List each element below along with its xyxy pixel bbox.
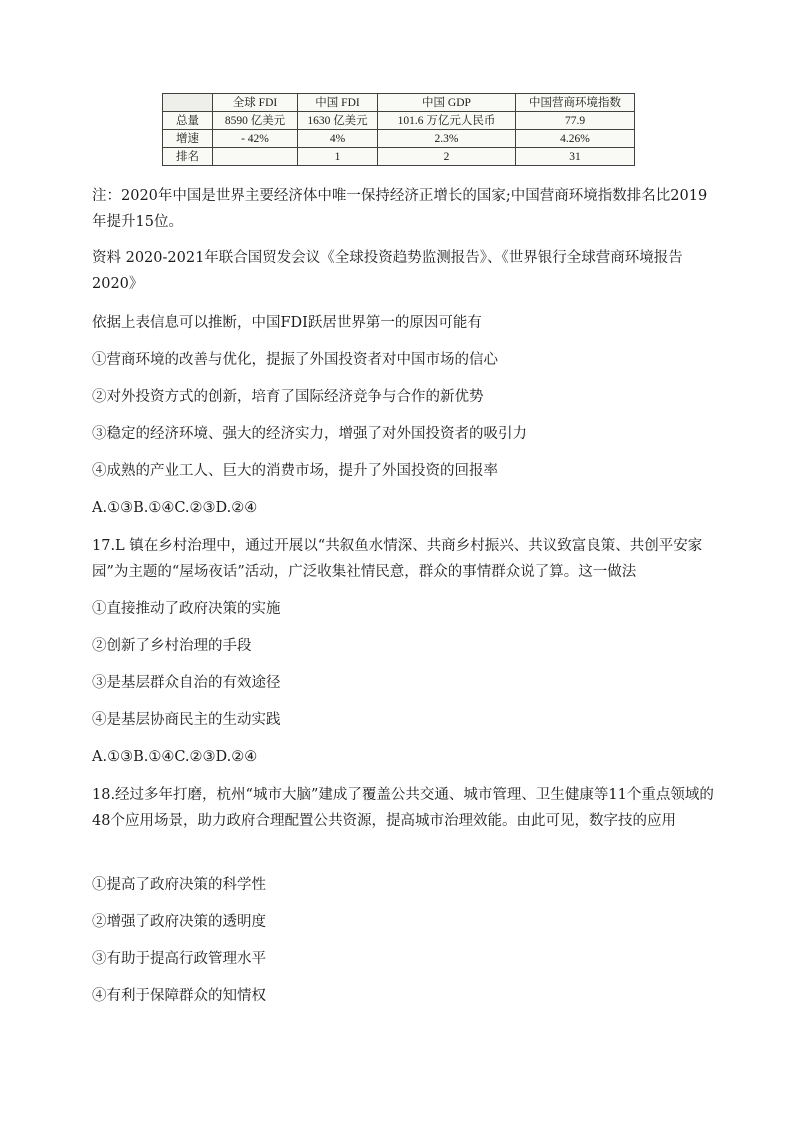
- q17-option-2: ②创新了乡村治理的手段: [92, 638, 252, 654]
- table-row: [163, 130, 635, 148]
- q18-option-4: ④有利于保障群众的知情权: [92, 988, 266, 1004]
- table-row-label: 增速: [163, 130, 213, 148]
- table-cell: 4%: [298, 130, 378, 148]
- table-cell: 8590 亿美元: [213, 112, 298, 130]
- table-cell: 1630 亿美元: [298, 112, 378, 130]
- q18-option-1: ①提高了政府决策的科学性: [92, 877, 266, 893]
- table-cell: 101.6 万亿元人民币: [378, 112, 516, 130]
- table-cell: [213, 148, 298, 166]
- q16-option-1: ①营商环境的改善与优化，提振了外国投资者对中国市场的信心: [92, 352, 498, 368]
- table-row: [163, 148, 635, 166]
- table-row: [163, 112, 635, 130]
- table-cell: 77.9: [516, 112, 635, 130]
- table-header-cell: 中国营商环境指数: [516, 94, 635, 112]
- q17-answer-choices: A.①③B.①④C.②③D.②④: [92, 749, 258, 765]
- table-header-cell: 中国 FDI: [298, 94, 378, 112]
- q17-stem: 17.L 镇在乡村治理中，通过开展以“共叙鱼水情深、共商乡村振兴、共议致富良策、共创平安家园”为主题的“屋场夜话”活动，广泛收集社情民意，群众的事情群众说了算。这一做法: [92, 538, 703, 580]
- table-note: 注：2020年中国是世界主要经济体中唯一保持经济正增长的国家;中国营商环境指数排名比2019年提升15位。: [92, 188, 708, 230]
- q16-option-3: ③稳定的经济环境、强大的经济实力，增强了对外国投资者的吸引力: [92, 426, 527, 442]
- table-cell: 2: [378, 148, 516, 166]
- data-table: [162, 93, 635, 166]
- table-header-cell: 中国 GDP: [378, 94, 516, 112]
- q17-option-4: ④是基层协商民主的生动实践: [92, 712, 281, 728]
- q17-option-1: ①直接推动了政府决策的实施: [92, 601, 281, 617]
- table-cell: 31: [516, 148, 635, 166]
- table-cell: - 42%: [213, 130, 298, 148]
- data-source: 资料 2020-2021年联合国贸发会议《全球投资趋势监测报告》、《世界银行全球营商环境报告2020》: [92, 250, 683, 292]
- table-cell: 4.26%: [516, 130, 635, 148]
- q18-stem: 18.经过多年打磨，杭州“城市大脑”建成了覆盖公共交通、城市管理、卫生健康等11个重点领域的48个应用场景，助力政府合理配置公共资源，提高城市治理效能。由此可见，数字技的应用: [92, 787, 714, 829]
- q16-stem: 依据上表信息可以推断，中国FDI跃居世界第一的原因可能有: [92, 315, 482, 331]
- table-header-cell: 全球 FDI: [213, 94, 298, 112]
- table-row-label: 排名: [163, 148, 213, 166]
- table-cell: 2.3%: [378, 130, 516, 148]
- q16-option-2: ②对外投资方式的创新，培育了国际经济竞争与合作的新优势: [92, 389, 484, 405]
- table-header-row: [163, 94, 635, 112]
- q18-option-2: ②增强了政府决策的透明度: [92, 914, 266, 930]
- table-row-label: 总量: [163, 112, 213, 130]
- table-corner-cell: [163, 94, 213, 112]
- q16-option-4: ④成熟的产业工人、巨大的消费市场，提升了外国投资的回报率: [92, 463, 498, 479]
- q16-answer-choices: A.①③B.①④C.②③D.②④: [92, 500, 258, 516]
- q17-option-3: ③是基层群众自治的有效途径: [92, 675, 281, 691]
- q18-option-3: ③有助于提高行政管理水平: [92, 951, 266, 967]
- table-cell: 1: [298, 148, 378, 166]
